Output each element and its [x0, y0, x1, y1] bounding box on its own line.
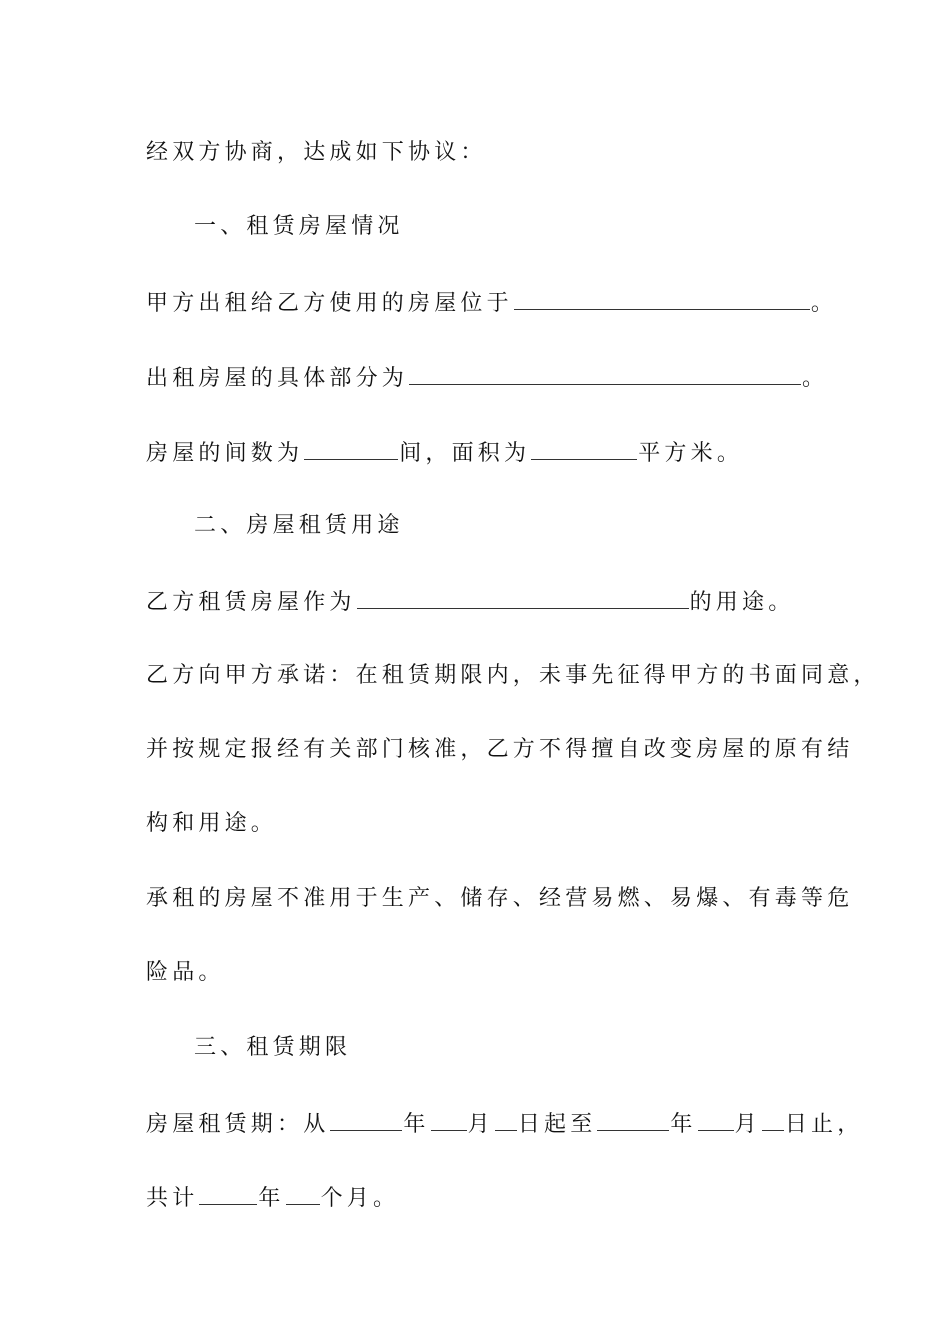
location-label: 甲方出租给乙方使用的房屋位于	[146, 291, 513, 316]
location-blank[interactable]	[514, 287, 810, 310]
part-label: 出租房屋的具体部分为	[146, 366, 409, 391]
start-year-blank[interactable]	[330, 1108, 402, 1131]
promise-text-2: 并按规定报经有关部门核准，乙方不得擅自改变房屋的原有结	[146, 737, 854, 762]
promise-text-1: 乙方向甲方承诺：在租赁期限内，未事先征得甲方的书面同意，	[146, 663, 880, 688]
intro-line	[146, 138, 487, 168]
section-heading-3-text: 三、租赁期限	[194, 1035, 352, 1060]
promise-line-1	[146, 661, 880, 691]
end-year-blank[interactable]	[597, 1108, 669, 1131]
rooms-count-blank[interactable]	[304, 437, 398, 460]
period-line	[146, 1108, 863, 1140]
rooms-label: 房屋的间数为	[146, 441, 304, 466]
end-year-unit: 年	[670, 1112, 697, 1137]
section-heading-2-text: 二、房屋租赁用途	[194, 513, 404, 538]
end-month-blank[interactable]	[698, 1108, 734, 1131]
total-years-unit: 年	[258, 1186, 285, 1211]
part-blank[interactable]	[409, 362, 801, 385]
use-end: 的用途。	[689, 590, 795, 615]
ban-text-2: 险品。	[146, 960, 225, 985]
section-heading-1-text: 一、租赁房屋情况	[194, 214, 404, 239]
location-end: 。	[810, 291, 838, 316]
start-year-unit: 年	[403, 1112, 430, 1137]
use-blank[interactable]	[357, 586, 689, 609]
use-line	[146, 586, 794, 618]
rooms-area-label: 间，面积为	[399, 441, 531, 466]
part-end: 。	[802, 366, 829, 391]
rooms-line	[146, 437, 743, 469]
section-heading-1	[194, 212, 404, 242]
start-day-unit: 日起至	[517, 1112, 597, 1137]
total-months-unit: 个月。	[320, 1186, 400, 1211]
period-label: 房屋租赁期：从	[146, 1112, 330, 1137]
intro-text: 经双方协商，达成如下协议：	[146, 140, 487, 165]
area-blank[interactable]	[531, 437, 637, 460]
section-heading-2	[194, 511, 404, 541]
promise-line-2	[146, 735, 853, 765]
promise-line-3	[146, 809, 277, 839]
total-months-blank[interactable]	[286, 1182, 320, 1205]
end-day-unit: 日止，	[784, 1112, 864, 1137]
end-month-unit: 月	[734, 1112, 761, 1137]
ban-line-2	[146, 958, 225, 988]
area-unit: 平方米。	[638, 441, 744, 466]
start-month-unit: 月	[467, 1112, 494, 1137]
part-line	[146, 362, 828, 394]
section-heading-3	[194, 1033, 351, 1063]
ban-text-1: 承租的房屋不准用于生产、储存、经营易燃、易爆、有毒等危	[146, 886, 854, 911]
start-day-blank[interactable]	[495, 1108, 517, 1131]
total-years-blank[interactable]	[199, 1182, 257, 1205]
use-label: 乙方租赁房屋作为	[146, 590, 356, 615]
end-day-blank[interactable]	[762, 1108, 784, 1131]
start-month-blank[interactable]	[431, 1108, 467, 1131]
ban-line-1	[146, 884, 853, 914]
total-line	[146, 1182, 399, 1214]
promise-text-3: 构和用途。	[146, 811, 278, 836]
total-label: 共计	[146, 1186, 199, 1211]
location-line	[146, 287, 837, 319]
